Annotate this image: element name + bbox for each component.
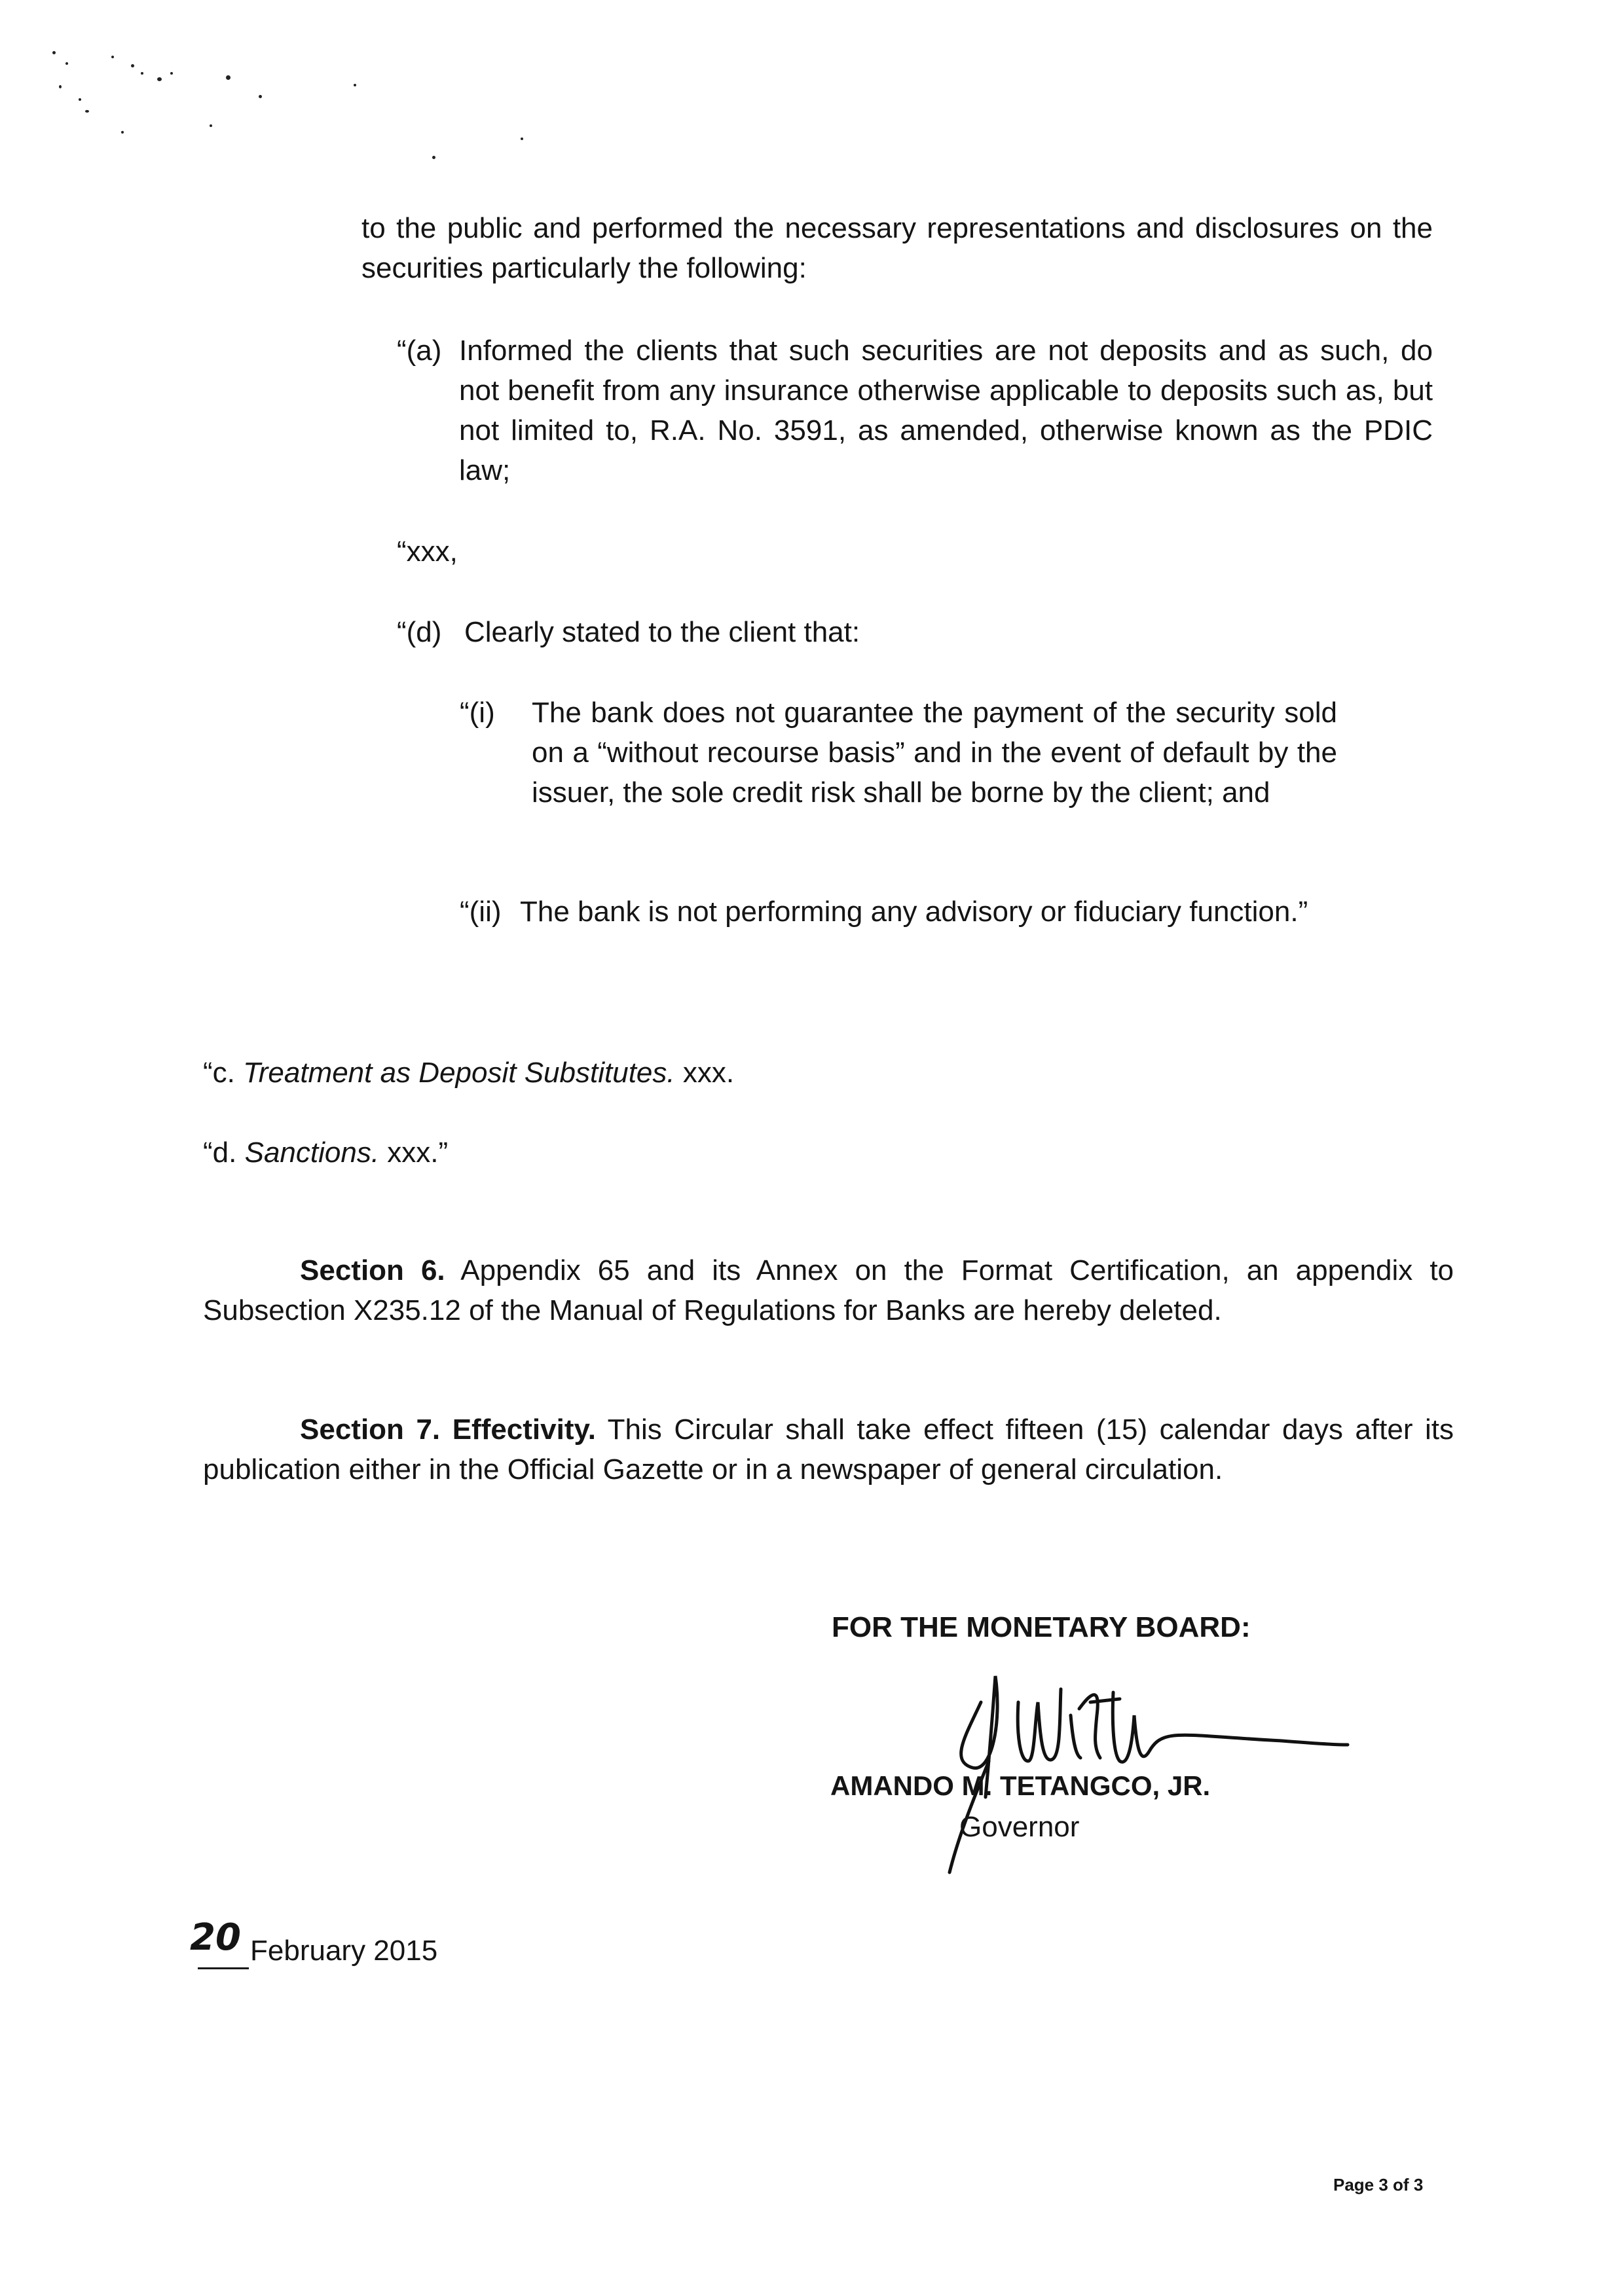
item-dd-title: Sanctions. xyxy=(244,1137,380,1169)
section-7-heading: Section 7. xyxy=(300,1413,441,1446)
section-7-text: This Circular shall take effect fifteen (15) calendar days after its publication either in the Official Gazette or in a newspaper of general circulation. xyxy=(203,1413,1454,1485)
item-a-label: “(a) xyxy=(397,335,442,367)
page-number: Page 3 of 3 xyxy=(1333,2175,1424,2195)
signatory-name: AMANDO M. TETANGCO, JR. xyxy=(830,1770,1211,1801)
item-i xyxy=(460,693,1337,812)
date-month-year: February 2015 xyxy=(250,1935,438,1967)
section-7 xyxy=(203,1410,1454,1489)
section-6 xyxy=(203,1250,1454,1330)
item-xxx: “xxx, xyxy=(397,536,458,568)
board-line: FOR THE MONETARY BOARD: xyxy=(832,1611,1251,1643)
continuation-paragraph: to the public and performed the necessary representations and disclosures on the securities particularly the following: xyxy=(361,212,1433,284)
item-dd-suffix: xxx.” xyxy=(387,1137,449,1169)
signatory-title: Governor xyxy=(959,1811,1080,1843)
section-6-heading: Section 6. xyxy=(300,1254,445,1286)
item-i-text: The bank does not guarantee the payment of the security sold on a “without recourse basis” and in the event of default by the issuer, the sole credit risk shall be borne by the client; and xyxy=(532,697,1337,809)
item-ii xyxy=(460,892,1337,932)
item-i-label: “(i) xyxy=(460,697,495,729)
item-dd-prefix: “d. xyxy=(203,1137,237,1169)
item-d-text: Clearly stated to the client that: xyxy=(464,616,860,648)
section-6-text: Appendix 65 and its Annex on the Format Certification, an appendix to Subsection X235.12 of the Manual of Regulations for Banks are hereby deleted. xyxy=(203,1254,1454,1326)
date-underline xyxy=(198,1967,249,1969)
date-day: 20 xyxy=(190,1916,241,1959)
item-c-suffix: xxx. xyxy=(682,1057,735,1089)
item-ii-text: The bank is not performing any advisory or fiduciary function.” xyxy=(520,896,1308,928)
item-c-prefix: “c. xyxy=(203,1057,235,1089)
item-a xyxy=(397,331,1433,490)
item-dd xyxy=(203,1133,1185,1173)
item-c-title: Treatment as Deposit Substitutes. xyxy=(243,1057,675,1089)
item-c xyxy=(203,1053,1185,1093)
item-d-label: “(d) xyxy=(397,616,442,648)
item-d xyxy=(397,612,1433,652)
item-ii-label: “(ii) xyxy=(460,896,502,928)
section-7-title: Effectivity. xyxy=(452,1413,596,1446)
item-a-text: Informed the clients that such securities are not deposits and as such, do not benefit from any insurance otherwise applicable to deposits such as, but not limited to, R.A. No. 3591, as amended, otherwise known as the PDIC law; xyxy=(459,335,1433,486)
